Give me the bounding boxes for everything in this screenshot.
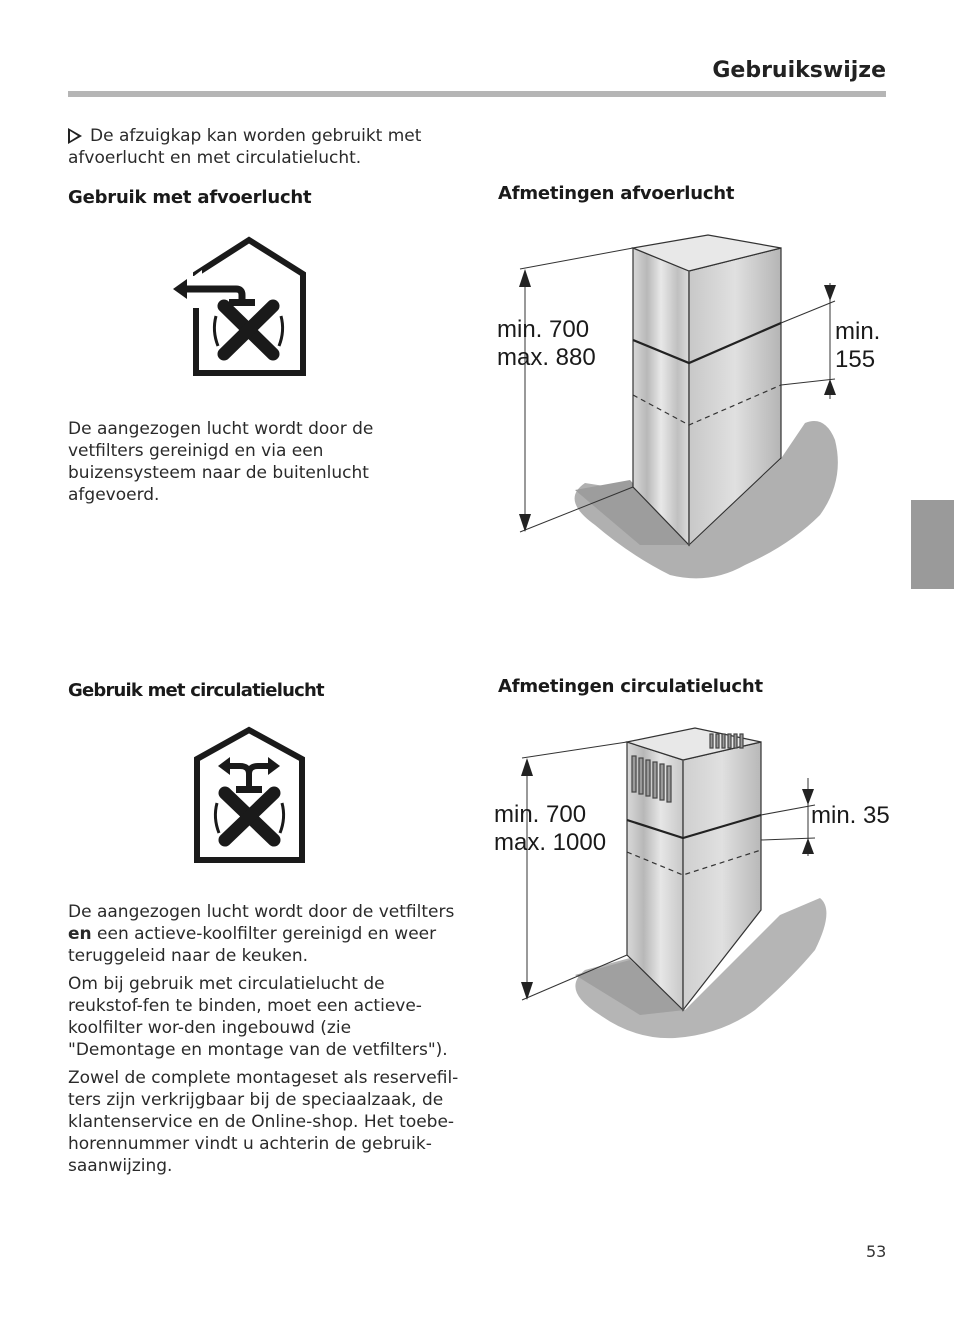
page-number: 53 xyxy=(866,1242,887,1261)
exhaust-dimensions-heading: Afmetingen afvoerlucht xyxy=(498,183,735,204)
section-tab xyxy=(911,500,954,589)
recirculation-description xyxy=(68,901,463,1183)
triangle-bullet-icon xyxy=(68,128,82,144)
house-exhaust-icon xyxy=(170,236,310,376)
recirculation-paragraph-1: De aangezogen lucht wordt door de vetfilters en een actieve-koolfilter gereinigd en weer teruggeleid naar de keuken. xyxy=(68,902,455,966)
recirculation-heading: Gebruik met circulatielucht xyxy=(68,680,324,701)
recirculation-height-max: max. 1000 xyxy=(494,829,607,856)
exhaust-description: De aangezogen lucht wordt door de vetfilters gereinigd en via een buizensysteem naar de buitenlucht afgevoerd. xyxy=(68,419,374,505)
recirculation-paragraph-3: Zowel de complete montageset als reservefil-ters zijn verkrijgbaar bij de speciaalzaak, de klantenservice en de Online-shop. Het toebe-horennummer vindt u achterin de gebruik-saanwijzing. xyxy=(68,1068,459,1176)
recirculation-paragraph-2: Om bij gebruik met circulatielucht de reukstof-fen te binden, moet een actieve-koolfilter wor-den ingebouwd (zie "Demontage en montage van de vetfilters"). xyxy=(68,974,448,1060)
recirculation-height-range xyxy=(494,801,606,857)
exhaust-overlap xyxy=(835,318,880,374)
exhaust-chimney-diagram xyxy=(490,225,900,585)
exhaust-height-range xyxy=(497,316,596,372)
recirculation-chimney-diagram xyxy=(490,720,900,1050)
recirculation-dimensions-heading: Afmetingen circulatielucht xyxy=(498,676,763,697)
header-rule xyxy=(68,91,886,97)
page-title: Gebruikswijze xyxy=(712,58,886,83)
exhaust-overlap-value: 155 xyxy=(835,346,876,373)
intro-text: De afzuigkap kan worden gebruikt met afvoerlucht en met circulatielucht. xyxy=(68,126,422,168)
recirculation-overlap: min. 35 xyxy=(811,802,890,829)
recirculation-height-min: min. 700 xyxy=(494,801,587,828)
exhaust-overlap-label: min. xyxy=(835,318,881,345)
house-recirculation-icon xyxy=(192,726,307,866)
exhaust-heading: Gebruik met afvoerlucht xyxy=(68,187,312,208)
exhaust-height-max: max. 880 xyxy=(497,344,596,371)
exhaust-height-min: min. 700 xyxy=(497,316,590,343)
